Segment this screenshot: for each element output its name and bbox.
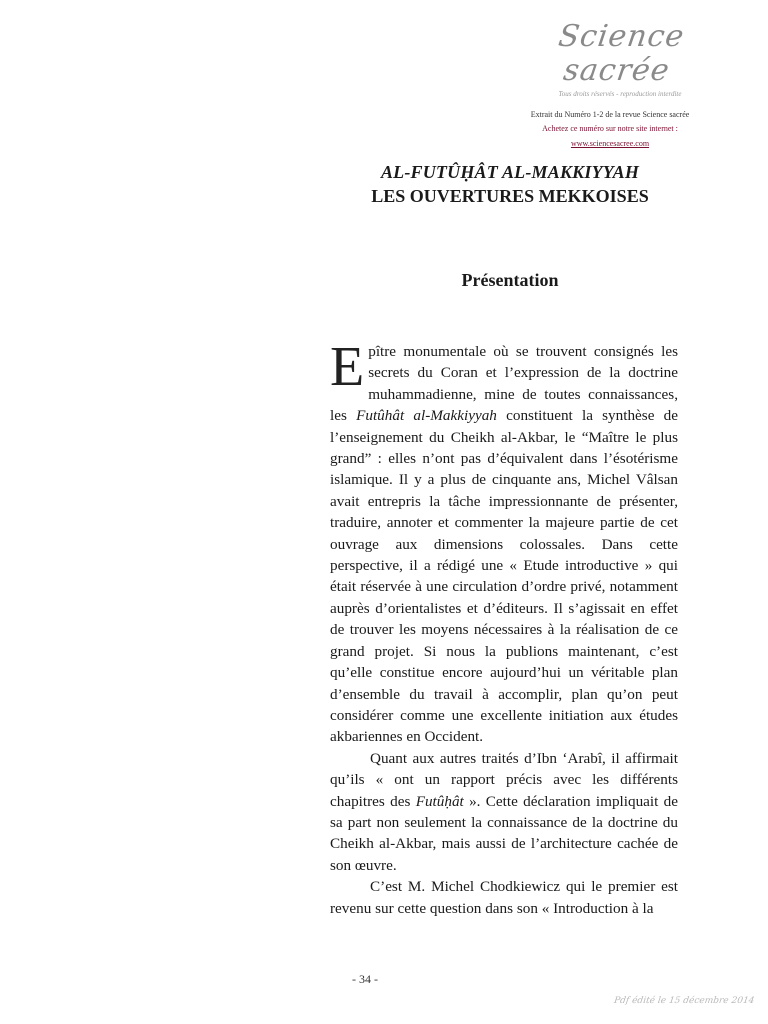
paragraph-3: [330, 876, 678, 919]
science-sacree-logo: Science sacrée: [556, 19, 687, 88]
page-number: - 34 -: [352, 972, 378, 986]
paragraph-2-italic: Futûḥât: [415, 792, 464, 810]
article-title-french: LES OUVERTURES MEKKOISES: [371, 186, 649, 206]
paragraph-2: [330, 748, 678, 876]
paragraph-1-text-b: constituent la synthèse de l’enseignement du Cheikh al-Akbar, le “Maître le plus grand” : elles n’ont pas d’équivalent dans l’ésotérisme islamique. Il y a plus de cinquante ans, Michel Vâlsan avait entrepris la tâche impressionnante de présenter, traduire, annoter et commenter la majeure partie de cet ouvrage aux dimensions colossales. Dans cette perspective, il a rédigé une « Etude introductive » qui était réservée à une circulation d’ordre privé, notamment auprès d’orientalistes et d’éditeurs. Il s’agissait en effet de trouver les moyens nécessaires à la réalisation de ce grand projet. Si nous la publions maintenant, c’est qu’elle constitue encore aujourd’hui un véritable plan d’ensemble du travail à accomplir, plan qu’on peut considérer comme une excellente initiation aux études akbariennes en Occident.: [330, 407, 678, 746]
paragraph-2-text-a: Quant aux autres traités d’Ibn ‘Arabî, il affirmait qu’ils « ont un rapport précis avec les différents chapitres des: [330, 749, 678, 810]
website-link[interactable]: www.sciencesacree.com: [570, 139, 650, 148]
paragraph-1-text-a: pître monumentale où se trouvent consignés les secrets du Coran et l’expression de la doctrine muhammadienne, mine de toutes connaissances, les: [330, 343, 678, 425]
paragraph-1: [330, 336, 678, 748]
buy-notice: Achetez ce numéro sur notre site internet :: [542, 124, 678, 133]
pdf-edition-note: Pdf édité le 15 décembre 2014: [612, 996, 755, 1006]
masthead: [490, 20, 730, 151]
section-heading: Présentation: [461, 270, 559, 290]
drop-cap: E: [330, 336, 365, 398]
paragraph-1-italic: Futûhât al-Makkiyyah: [356, 407, 497, 425]
paragraph-2-text-b: ». Cette déclaration impliquait de sa part non seulement la connaissance de la doctrine du Cheikh al-Akbar, mais aussi de l’architecture cachée de son œuvre.: [330, 792, 679, 874]
extract-notice: Extrait du Numéro 1-2 de la revue Science sacrée: [530, 110, 690, 119]
article-body: [330, 336, 679, 919]
paragraph-3-text: C’est M. Michel Chodkiewicz qui le premier est revenu sur cette question dans son « Introduction à la: [330, 878, 678, 917]
article-title-arabic: AL-FUTÛḤÂT AL-MAKKIYYAH: [380, 162, 640, 182]
rights-notice: Tous droits réservés - reproduction interdite: [558, 90, 682, 98]
